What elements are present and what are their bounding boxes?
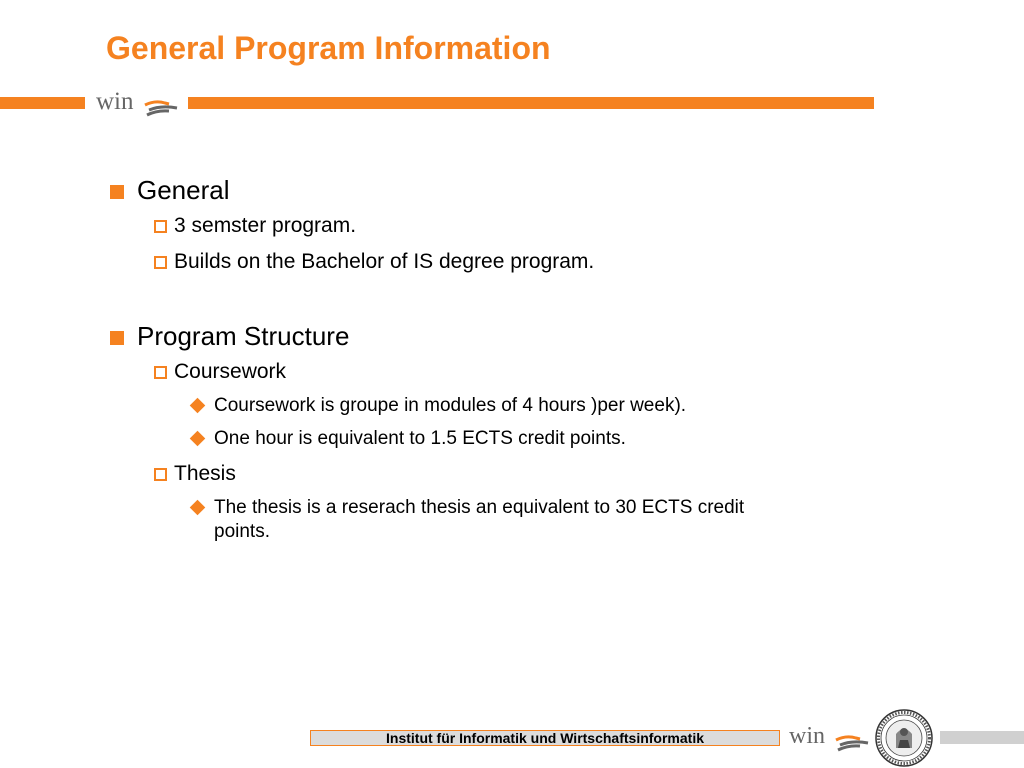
win-swoosh-icon <box>143 96 183 118</box>
item-text: Coursework <box>174 360 287 383</box>
level1-item <box>110 318 890 354</box>
win-swoosh-icon <box>834 731 874 753</box>
subitem-text: One hour is equivalent to 1.5 ECTS credit points. <box>214 428 626 449</box>
subitem-text: The thesis is a reserach thesis an equivalent to 30 ECTS credit points. <box>214 497 745 542</box>
footer-bar <box>310 730 780 746</box>
item-text: Builds on the Bachelor of IS degree program. <box>174 250 595 273</box>
hollow-square-bullet-icon <box>154 220 167 233</box>
item-text: Thesis <box>174 462 236 485</box>
win-logo-footer: win <box>789 723 825 749</box>
university-seal-icon <box>874 708 934 768</box>
win-logo-header: win <box>96 88 134 115</box>
diamond-bullet-icon <box>190 431 206 447</box>
level3-item <box>190 496 764 544</box>
slide-title: General Program Information <box>106 30 551 66</box>
footer-institute-name: Institut für Informatik und Wirtschaftsinformatik <box>386 730 704 746</box>
hollow-square-bullet-icon <box>154 366 167 379</box>
level2-item <box>154 248 890 276</box>
level3-item <box>190 394 764 418</box>
level2-item <box>154 358 890 386</box>
item-text: 3 semster program. <box>174 214 357 237</box>
hollow-square-bullet-icon <box>154 256 167 269</box>
header-accent-bar-right <box>188 97 874 109</box>
square-bullet-icon <box>110 331 124 345</box>
footer-grey-bar <box>940 731 1024 744</box>
section-heading: Program Structure <box>137 321 350 351</box>
diamond-bullet-icon <box>190 398 206 414</box>
bullet-content <box>110 172 890 544</box>
square-bullet-icon <box>110 185 124 199</box>
section-general <box>110 172 890 276</box>
level3-item <box>190 427 764 451</box>
level2-item <box>154 460 890 488</box>
level2-item <box>154 212 890 240</box>
diamond-bullet-icon <box>190 500 206 516</box>
header-accent-bar-left <box>0 97 85 109</box>
subitem-text: Coursework is groupe in modules of 4 hours )per week). <box>214 395 687 416</box>
section-heading: General <box>137 175 230 205</box>
hollow-square-bullet-icon <box>154 468 167 481</box>
section-program-structure <box>110 318 890 544</box>
level1-item <box>110 172 890 208</box>
